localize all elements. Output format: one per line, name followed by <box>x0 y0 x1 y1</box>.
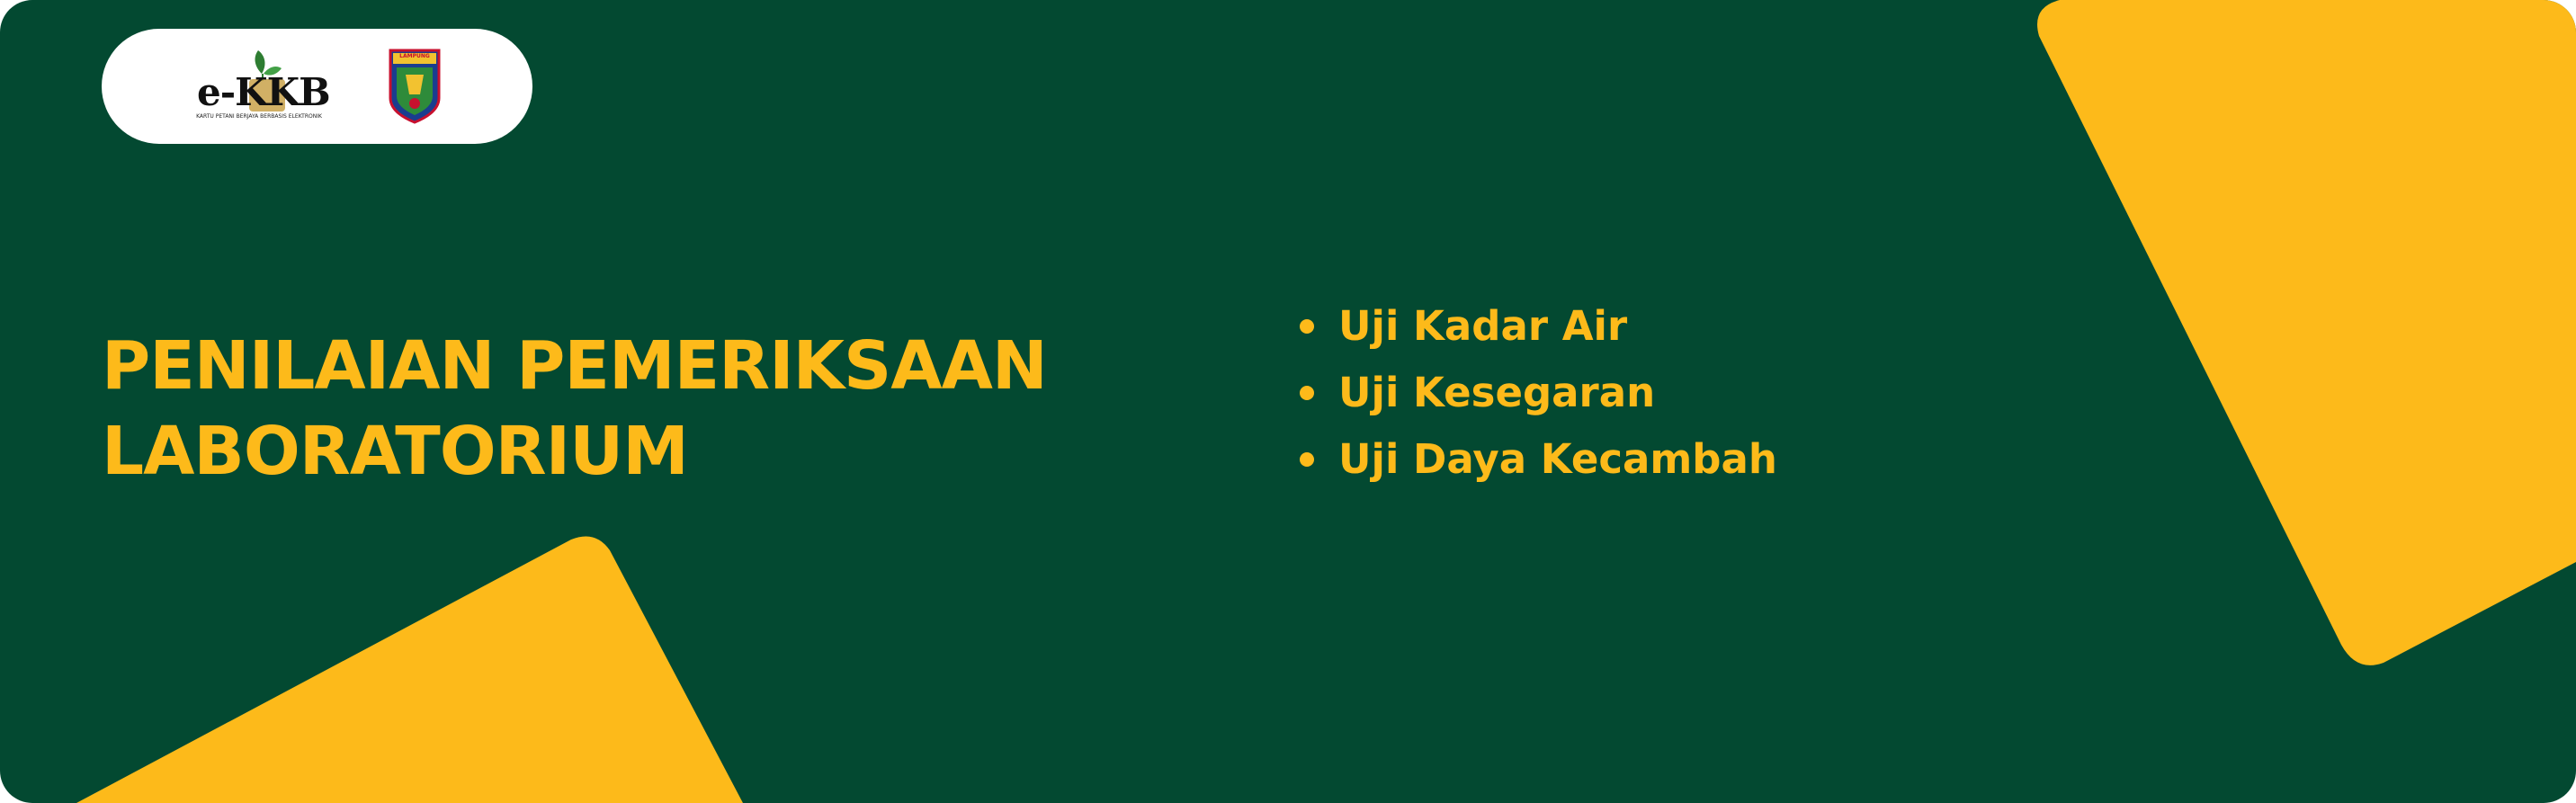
bullet-icon <box>1300 386 1314 400</box>
list-item <box>1295 293 1777 360</box>
logo-pill <box>102 29 532 144</box>
page-title-line-2: LABORATORIUM <box>102 413 688 490</box>
page-title <box>102 324 1181 495</box>
test-label: Uji Daya Kecambah <box>1338 435 1777 483</box>
emblem-text: LAMPUNG <box>399 53 430 59</box>
bullet-icon <box>1300 452 1314 467</box>
lampung-emblem[interactable] <box>388 48 442 125</box>
list-item <box>1295 426 1777 493</box>
test-label: Uji Kesegaran <box>1338 369 1656 416</box>
ekkb-logo[interactable] <box>192 47 330 126</box>
list-item <box>1295 360 1777 426</box>
ekkb-tagline: KARTU PETANI BERJAYA BERBASIS ELEKTRONIK <box>196 113 322 120</box>
test-label: Uji Kadar Air <box>1338 302 1628 350</box>
test-list <box>1295 293 1777 493</box>
yellow-shape-right <box>2037 0 2576 665</box>
page-title-line-1: PENILAIAN PEMERIKSAAN <box>102 327 1047 405</box>
ekkb-wordmark: e-KKB <box>197 70 330 114</box>
yellow-shape-bottom-left <box>76 536 743 803</box>
bullet-icon <box>1300 319 1314 334</box>
